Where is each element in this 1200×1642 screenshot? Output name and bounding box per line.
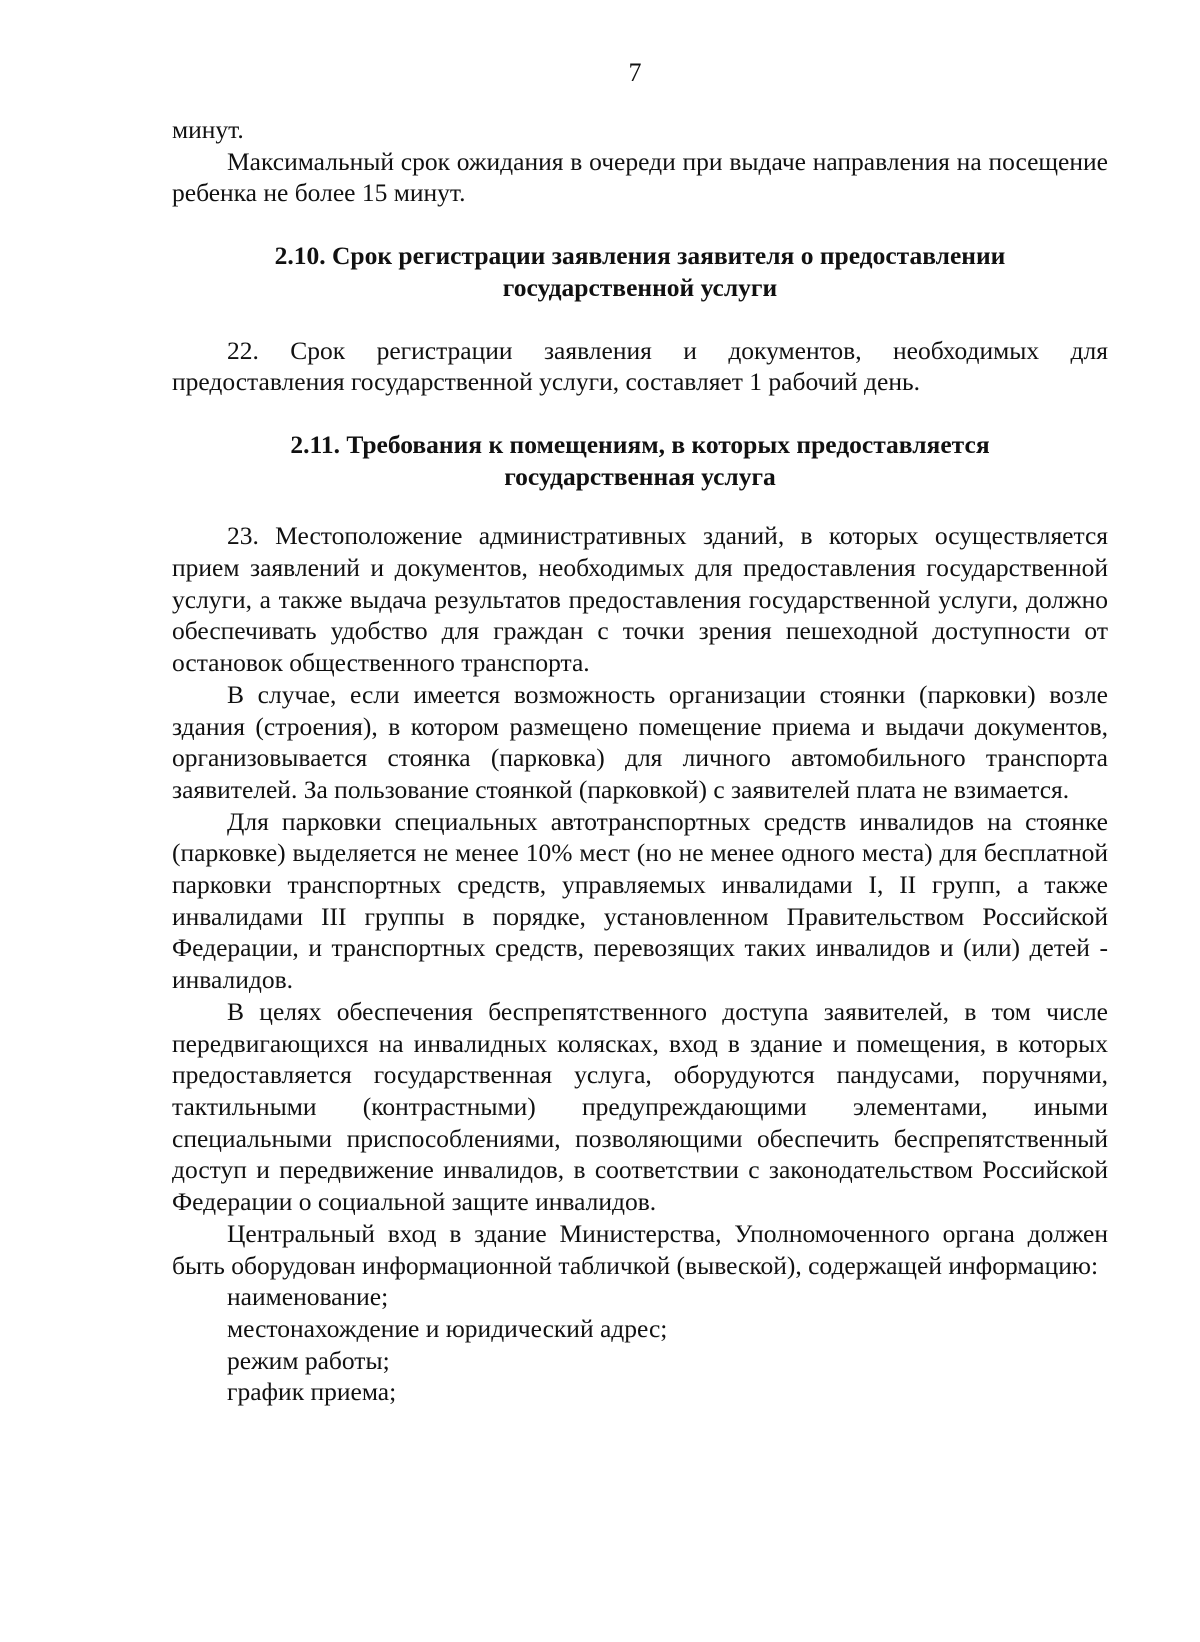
paragraph-queue-time: Максимальный срок ожидания в очереди при выдаче направления на посещение ребенка не более 15 минут. [172,146,1108,208]
paragraph-central-entrance: Центральный вход в здание Министерства, Уполномоченного органа должен быть оборудован информационной табличкой (вывеской), содержащей информацию: [172,1218,1108,1280]
paragraph-accessibility: В целях обеспечения беспрепятственного доступа заявителей, в том числе передвигающихся на инвалидных колясках, вход в здание и помещения, в которых предоставляется государственная услуга, оборудуются пандусами, поручнями, тактильными (контрастными) предупреждающими элементами, иными специальными приспособлениями, позволяющими обеспечить беспрепятственный доступ и передвижение инвалидов, в соответствии с законодательством Российской Федерации о социальной защите инвалидов. [172,996,1108,1217]
list-item: наименование; [227,1282,389,1312]
section-heading-2-11-line1: 2.11. Требования к помещениям, в которых предоставляется [290,429,990,459]
paragraph-parking: В случае, если имеется возможность организации стоянки (парковки) возле здания (строения), в котором размещено помещение приема и выдачи документов, организовывается стоянка (парковка) для личного автомобильного транспорта заявителей. За пользование стоянкой (парковкой) с заявителей плата не взимается. [172,679,1108,804]
paragraph-disabled-parking: Для парковки специальных автотранспортных средств инвалидов на стоянке (парковке) выделяется не менее 10% мест (но не менее одного места) для бесплатной парковки транспортных средств, управляемых инвалидами I, II групп, а также инвалидами III группы в порядке, установленном Правительством Российской Федерации, и транспортных средств, перевозящих таких инвалидов и (или) детей - инвалидов. [172,806,1108,995]
paragraph-continuation: минут. [172,115,244,144]
page-number: 7 [628,58,642,87]
section-heading-2-10-line1: 2.10. Срок регистрации заявления заявителя о предоставлении [274,241,1006,271]
list-item: местонахождение и юридический адрес; [227,1313,668,1343]
document-body [172,114,1108,1408]
list-item: график приема; [227,1377,397,1407]
list-item: режим работы; [227,1345,390,1375]
section-heading-2-10-line2: государственной услуги [502,272,778,302]
paragraph-22: 22. Срок регистрации заявления и документов, необходимых для предоставления государственной услуги, составляет 1 рабочий день. [172,335,1108,397]
section-heading-2-11-line2: государственная услуга [504,461,776,491]
paragraph-23: 23. Местоположение административных зданий, в которых осуществляется прием заявлений и документов, необходимых для предоставления государственной услуги, а также выдача результатов предоставления государственной услуги, должно обеспечивать удобство для граждан с точки зрения пешеходной доступности от остановок общественного транспорта. [172,521,1108,678]
